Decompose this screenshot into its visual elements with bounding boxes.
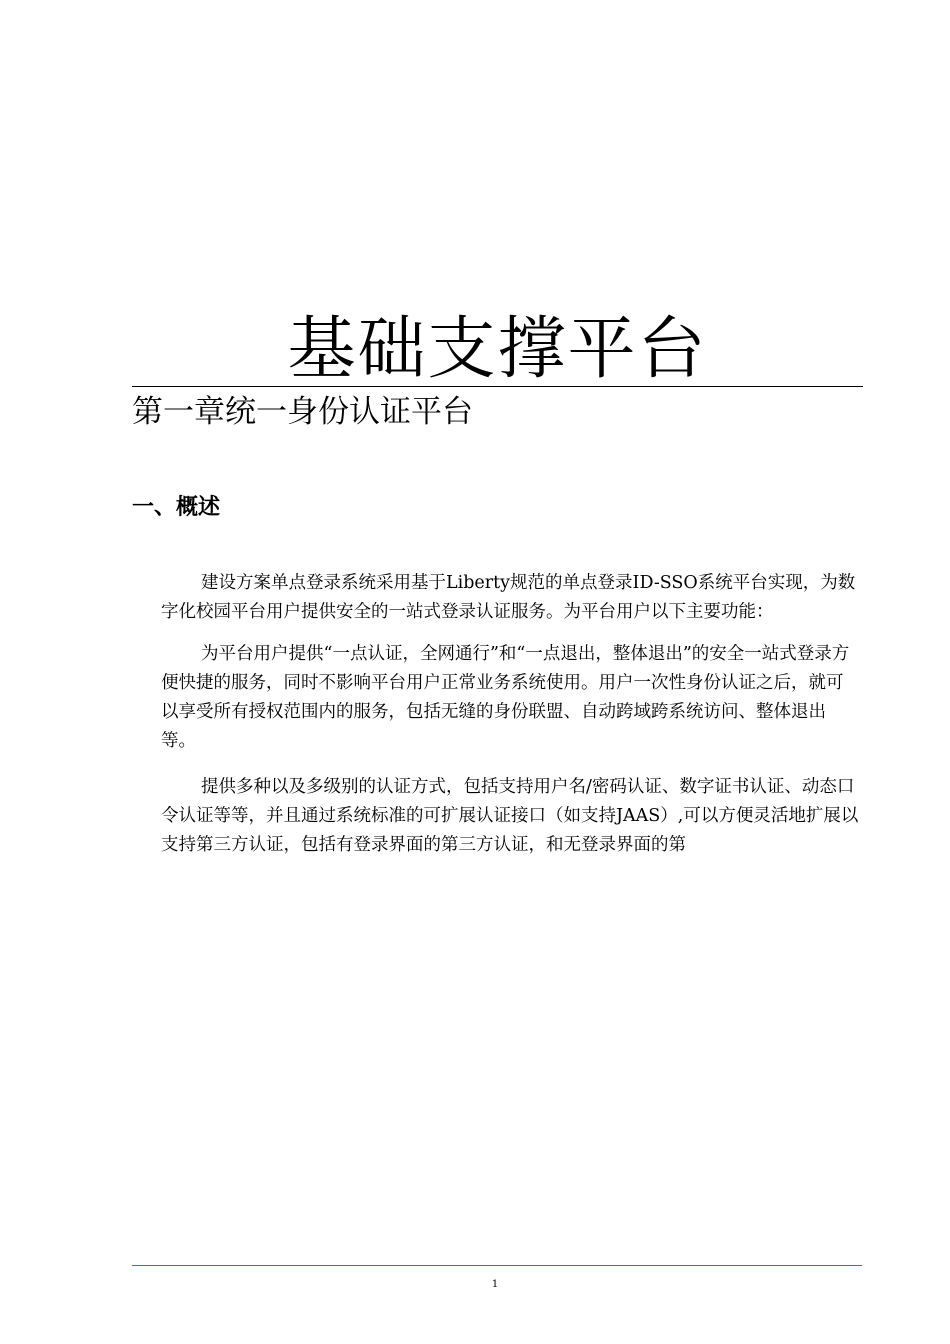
footer-divider bbox=[132, 1265, 862, 1266]
document-title: 基础支撑平台 bbox=[287, 310, 708, 389]
body-paragraph-2: 为平台用户提供“一点认证，全网通行”和“一点退出，整体退出”的安全一站式登录方便快捷的服务，同时不影响平台用户正常业务系统使用。用户一次性身份认证之后，就可以享受所有授权范围内的服务，包括无缝的身份联盟、自动跨域跨系统访问、整体退出等。 bbox=[161, 644, 850, 751]
chapter-heading: 第一章统一身份认证平台 bbox=[132, 394, 473, 430]
body-paragraph-3: 提供多种以及多级别的认证方式，包括支持用户名/密码认证、数字证书认证、动态口令认证等等，并且通过系统标准的可扩展认证接口（如支持JAAS）,可以方便灵活地扩展以支持第三方认证，包括有登录界面的第三方认证，和无登录界面的第 bbox=[161, 777, 859, 855]
title-underline bbox=[132, 386, 863, 387]
section-heading: 一、概述 bbox=[132, 495, 221, 520]
body-paragraph-1: 建设方案单点登录系统采用基于Liberty规范的单点登录ID-SSO系统平台实现，为数字化校园平台用户提供安全的一站式登录认证服务。为平台用户以下主要功能： bbox=[161, 573, 856, 622]
page-number: 1 bbox=[491, 1279, 499, 1290]
